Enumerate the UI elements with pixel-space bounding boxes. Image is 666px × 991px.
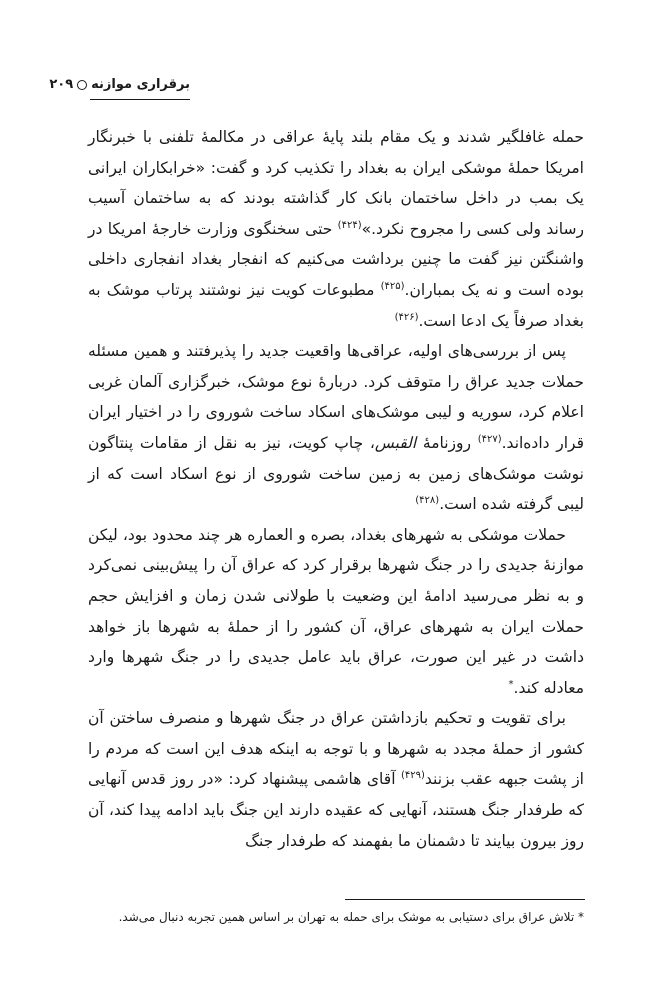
paragraph: حمله غافلگیر شدند و یک مقام بلند پایهٔ عراقی در مکالمهٔ تلفنی با خبرنگار امریکا حملهٔ موشکی ایران به بغداد را تکذیب کرد و گفت: «خرابکاران ایرانی یک بمب در داخل ساختمان بانک کار گذاشته بودند که به ساختمان آسیب رساند ولی کسی را مجروح نکرد.»$^{(۴۲۴)}$ حتی سخنگوی وزارت خارجهٔ امریکا در واشنگتن نیز گفت ما چنین برداشت می‌کنیم که انفجار بغداد انفجاری داخلی بوده است و نه یک بمباران.$^{(۴۲۵)}$ مطبوعات کویت نیز نوشتند پرتاب موشک به بغداد صرفاً یک ادعا است.$^{(۴۲۶)}$ bbox=[88, 128, 584, 330]
header-rule bbox=[90, 99, 190, 100]
endnote-ref: (۴۲۷) bbox=[477, 433, 502, 445]
running-header bbox=[49, 76, 190, 94]
endnote-ref: (۴۲۴) bbox=[337, 219, 362, 231]
paragraph: حملات موشکی به شهرهای بغداد، بصره و العماره هر چند محدود بود، لیکن موازنهٔ جدیدی را در جنگ شهرها برقرار کرد که عراق آن را پیش‌بینی نمی‌کرد و به نظر می‌رسید ادامهٔ این وضعیت با طولانی شدن زمان و افزایش حجم حملات ایران به شهرهای عراق، آن کشور را از حملهٔ به شهرها باز خواهد داشت در غیر این صورت، عراق باید عامل جدیدی را در جنگ شهرها وارد معادله کند.* bbox=[88, 525, 584, 697]
paragraph: پس از بررسی‌های اولیه، عراقی‌ها واقعیت جدید را پذیرفتند و همین مسئله حملات جدید عراق را متوقف کرد. دربارهٔ نوع موشک، خبرگزاری آلمان غربی اعلام کرد، سوریه و لیبی موشک‌های اسکاد ساخت شوروی را در اختیار ایران قرار داده‌اند.$^{(۴۲۷)}$ روزنامهٔ القبس، چاپ کویت، نیز به نقل از مقامات پنتاگون نوشت موشک‌های زمین به زمین ساخت شوروی از نوع اسکاد است که از لیبی گرفته شده است.$^{(۴۲۸)}$ bbox=[88, 342, 584, 514]
newspaper-name: القبس bbox=[374, 433, 417, 452]
paragraph: برای تقویت و تحکیم بازداشتن عراق در جنگ شهرها و منصرف ساختن آن کشور از حملهٔ مجدد به شهرها و با توجه به اینکه هدف این است که مردم را از پشت جبهه عقب بزنند$^{(۴۲۹)}$ آقای هاشمی پیشنهاد کرد: «در روز قدس آنهایی که طرفدار جنگ هستند، آنهایی که عقیده دارند این جنگ باید ادامه پیدا کند، آن روز بیرون بیایند تا دشمنان ما بفهمند که طرفدار جنگ bbox=[88, 709, 584, 850]
header-title: برقراری موازنه bbox=[91, 77, 190, 92]
endnote-ref: (۴۲۸) bbox=[415, 494, 440, 506]
footnote-rule bbox=[345, 899, 585, 900]
body-text bbox=[88, 122, 584, 856]
endnote-ref: (۴۲۵) bbox=[380, 280, 405, 292]
footnote: * تلاش عراق برای دستیابی به موشک برای حمله به تهران بر اساس همین تجربه دنبال می‌شد. bbox=[118, 910, 584, 924]
circle-ornament-icon bbox=[77, 80, 87, 90]
endnote-ref: (۴۲۶) bbox=[394, 311, 419, 323]
endnote-ref: (۴۲۹) bbox=[400, 770, 425, 782]
page-number: ۲۰۹ bbox=[49, 77, 74, 92]
footnote-marker: * bbox=[508, 678, 514, 690]
